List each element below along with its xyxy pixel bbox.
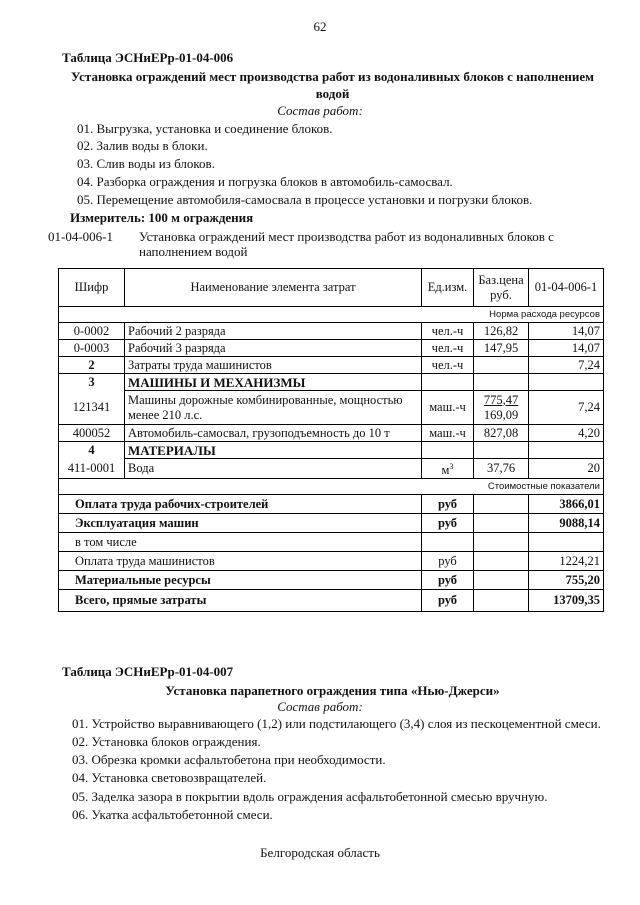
table-row <box>59 459 604 479</box>
section-title: МАТЕРИАЛЫ <box>125 442 422 459</box>
cost-label: Стоимостные показатели <box>59 479 604 495</box>
row-unit: маш.-ч <box>422 425 474 442</box>
row-price <box>474 357 529 374</box>
row-code: 411-0001 <box>59 459 125 479</box>
row-code: 0-0003 <box>59 340 125 357</box>
total-name: в том числе <box>59 533 422 552</box>
header-shifr: Шифр <box>59 269 125 307</box>
total-value: 1224,21 <box>529 552 604 571</box>
total-name: Материальные ресурсы <box>59 571 422 590</box>
row-unit-base: м <box>441 463 450 478</box>
total-name: Оплата труда рабочих-строителей <box>59 495 422 514</box>
table2-work-item: 02. Установка блоков ограждения. <box>72 734 261 749</box>
total-unit: руб <box>422 514 474 533</box>
table1-sostav-label: Состав работ: <box>277 103 363 118</box>
row-price: 37,76 <box>474 459 529 479</box>
total-value: 13709,35 <box>529 590 604 612</box>
norma-label: Норма расхода ресурсов <box>59 307 604 323</box>
row-unit: маш.-ч <box>422 391 474 425</box>
total-row <box>59 590 604 612</box>
row-value: 7,24 <box>529 391 604 425</box>
total-value: 9088,14 <box>529 514 604 533</box>
footer-region: Белгородская область <box>260 845 380 860</box>
total-name: Эксплуатация машин <box>59 514 422 533</box>
row-value: 14,07 <box>529 323 604 340</box>
total-value: 3866,01 <box>529 495 604 514</box>
table2-sostav-label: Состав работ: <box>277 699 363 714</box>
total-unit: руб <box>422 552 474 571</box>
header-name: Наименование элемента затрат <box>125 269 422 307</box>
total-unit: руб <box>422 495 474 514</box>
section-title: МАШИНЫ И МЕХАНИЗМЫ <box>125 374 422 391</box>
row-value: 20 <box>529 459 604 479</box>
row-price: 147,95 <box>474 340 529 357</box>
table1-title: Таблица ЭСНиЕРр-01-04-006 <box>62 50 234 65</box>
row-price: 126,82 <box>474 323 529 340</box>
row-code: 3 <box>59 374 125 391</box>
norma-row <box>59 307 604 323</box>
row-name: Вода <box>125 459 422 479</box>
row-unit: чел.-ч <box>422 340 474 357</box>
row-price-wage: 169,09 <box>483 407 519 422</box>
table2-work-item: 05. Заделка зазора в покрытии вдоль ограждения асфальтобетонной смесью вручную. <box>72 789 548 804</box>
table2-work-item: 01. Устройство выравнивающего (1,2) или подстилающего (3,4) слоя из пескоцементной смеси. <box>72 716 601 731</box>
row-price: 827,08 <box>474 425 529 442</box>
table1-work-item: 04. Разборка ограждения и погрузка блоков в автомобиль-самосвал. <box>77 174 453 189</box>
table1-work-item: 01. Выгрузка, установка и соединение блоков. <box>77 121 333 136</box>
table-row <box>59 425 604 442</box>
total-value: 755,20 <box>529 571 604 590</box>
total-name: Всего, прямые затраты <box>59 590 422 612</box>
cost-row <box>59 479 604 495</box>
table-row <box>59 357 604 374</box>
total-row <box>59 571 604 590</box>
row-price <box>474 391 529 425</box>
row-code: 0-0002 <box>59 323 125 340</box>
row-value: 7,24 <box>529 357 604 374</box>
row-name: Рабочий 3 разряда <box>125 340 422 357</box>
row-price-base: 775,47 <box>483 392 519 407</box>
row-unit: чел.-ч <box>422 323 474 340</box>
row-name: Автомобиль-самосвал, грузоподъемность до 10 т <box>125 425 422 442</box>
header-unit: Ед.изм. <box>422 269 474 307</box>
row-unit: чел.-ч <box>422 357 474 374</box>
table1-subtitle: Установка ограждений мест производства работ из водоналивных блоков с наполнением водой <box>71 69 594 101</box>
section-row <box>59 442 604 459</box>
total-unit: руб <box>422 571 474 590</box>
table1-code: 01-04-006-1 <box>48 229 113 244</box>
row-code: 121341 <box>59 391 125 425</box>
row-unit <box>422 459 474 479</box>
row-name: Затраты труда машинистов <box>125 357 422 374</box>
total-row <box>59 533 604 552</box>
header-code: 01-04-006-1 <box>529 269 604 307</box>
total-row <box>59 552 604 571</box>
row-name: Машины дорожные комбинированные, мощностью менее 210 л.с. <box>125 391 422 425</box>
table2-work-item: 03. Обрезка кромки асфальтобетона при необходимости. <box>72 752 386 767</box>
resource-table <box>58 268 604 612</box>
page-number: 62 <box>313 19 327 34</box>
table-row <box>59 391 604 425</box>
table1-work-item: 03. Слив воды из блоков. <box>77 156 215 171</box>
row-value: 14,07 <box>529 340 604 357</box>
table-row <box>59 323 604 340</box>
total-unit: руб <box>422 590 474 612</box>
total-row <box>59 495 604 514</box>
row-value: 4,20 <box>529 425 604 442</box>
table-row <box>59 340 604 357</box>
table2-work-item: 06. Укатка асфальтобетонной смеси. <box>72 807 273 822</box>
table1-measure: Измеритель: 100 м ограждения <box>70 210 254 225</box>
total-name: Оплата труда машинистов <box>59 552 422 571</box>
row-code: 400052 <box>59 425 125 442</box>
section-row <box>59 374 604 391</box>
table2-title: Таблица ЭСНиЕРр-01-04-007 <box>62 664 234 679</box>
table-header-row <box>59 269 604 307</box>
total-row <box>59 514 604 533</box>
table2-work-item: 04. Установка световозвращателей. <box>72 770 267 785</box>
row-code: 4 <box>59 442 125 459</box>
table1-work-item: 02. Залив воды в блоки. <box>77 138 208 153</box>
table1-work-item: 05. Перемещение автомобиля-самосвала в процессе установки и погрузки блоков. <box>77 192 533 207</box>
row-code: 2 <box>59 357 125 374</box>
table1-code-title: Установка ограждений мест производства работ из водоналивных блоков с наполнением водой <box>139 229 554 259</box>
header-price: Баз.цена руб. <box>474 269 529 307</box>
row-unit-sup: 3 <box>449 462 454 471</box>
table2-subtitle: Установка парапетного ограждения типа «Нью-Джерси» <box>165 683 500 698</box>
row-name: Рабочий 2 разряда <box>125 323 422 340</box>
